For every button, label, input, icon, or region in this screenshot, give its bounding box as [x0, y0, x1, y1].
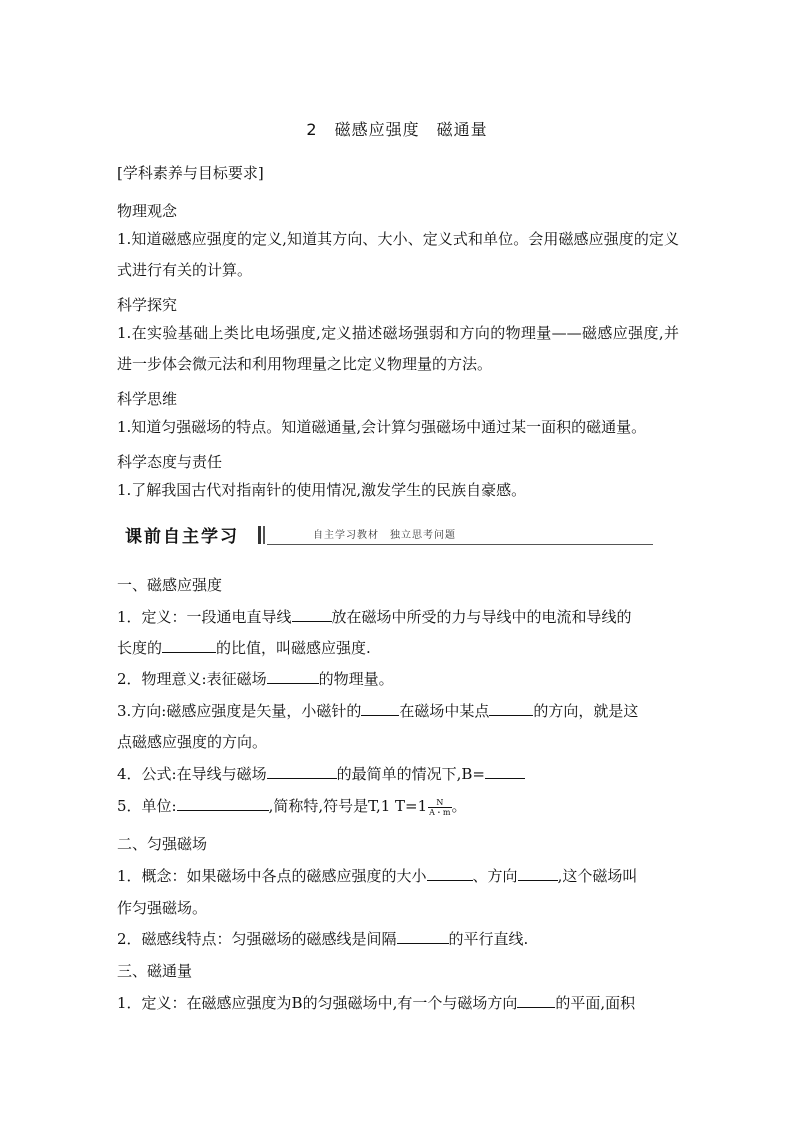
section1-formula: [117, 764, 525, 784]
banner-bar: [263, 526, 265, 544]
banner-rule: [267, 544, 653, 545]
text: 的平面,面积: [555, 994, 636, 1012]
text: 2．磁感线特点：匀强磁场的磁感线是间隔: [117, 930, 397, 948]
text: ,这个磁场叫: [557, 867, 638, 885]
fill-blank[interactable]: [267, 764, 337, 779]
fraction-denominator: A・m: [429, 807, 451, 817]
text: 1．概念：如果磁场中各点的磁感应强度的大小: [117, 867, 427, 885]
text: 、方向: [472, 867, 518, 885]
goals-physics-concept: 物理观念: [117, 202, 178, 220]
text: ,简称特,符号是T,1 T=1: [268, 797, 428, 815]
section1-definition-cont: [117, 638, 371, 658]
section1-definition: [117, 607, 632, 627]
text: 的物理量。: [318, 670, 394, 688]
section2-lines: [117, 929, 528, 949]
text: 的方向，就是这: [533, 702, 639, 720]
section1-direction: [117, 701, 638, 721]
text: 1．定义：一段通电直导线: [117, 608, 292, 626]
goals-header: [学科素养与目标要求]: [117, 164, 264, 182]
section1-meaning: [117, 669, 394, 689]
goals-physics-concept-item: 1.知道磁感应强度的定义,知道其方向、大小、定义式和单位。会用磁感应强度的定义式进行有关的计算。: [117, 230, 679, 279]
section2-concept-cont: 作匀强磁场。: [117, 899, 208, 917]
section2-concept: [117, 866, 637, 886]
text: 的比值，叫磁感应强度.: [216, 639, 371, 657]
fill-blank[interactable]: [162, 638, 216, 653]
section3-definition: [117, 993, 635, 1013]
page-title: 2 磁感应强度 磁通量: [306, 120, 488, 139]
text: 1．定义：在磁感应强度为B的匀强磁场中,有一个与磁场方向: [117, 994, 518, 1012]
goals-attitude-item: 1.了解我国古代对指南针的使用情况,激发学生的民族自豪感。: [117, 481, 527, 499]
goals-thinking-item: 1.知道匀强磁场的特点。知道磁通量,会计算匀强磁场中通过某一面积的磁通量。: [117, 418, 647, 436]
goals-inquiry: 科学探究: [117, 296, 178, 314]
banner-title: 课前自主学习: [125, 527, 239, 547]
text: 2．物理意义:表征磁场: [117, 670, 267, 688]
fill-blank[interactable]: [427, 866, 473, 881]
section1-heading: 一、磁感应强度: [117, 576, 223, 594]
goals-attitude: 科学态度与责任: [117, 453, 223, 471]
fill-blank[interactable]: [397, 929, 449, 944]
text: 长度的: [117, 639, 163, 657]
fill-blank[interactable]: [292, 607, 332, 622]
section1-unit: [117, 796, 467, 817]
text: 的最简单的情况下,B=: [336, 765, 485, 783]
section3-heading: 三、磁通量: [117, 962, 193, 980]
section2-heading: 二、匀强磁场: [117, 835, 208, 853]
text: 5．单位:: [117, 797, 177, 815]
text: 4．公式:在导线与磁场: [117, 765, 267, 783]
fill-blank[interactable]: [361, 701, 399, 716]
goals-inquiry-item: 1.在实验基础上类比电场强度,定义描述磁场强弱和方向的物理量——磁感应强度,并进一步体会微元法和利用物理量之比定义物理量的方法。: [117, 324, 679, 373]
fraction-numerator: N: [428, 798, 451, 808]
section-banner: [117, 524, 653, 546]
banner-bar: [258, 526, 261, 544]
goals-thinking: 科学思维: [117, 390, 178, 408]
fill-blank[interactable]: [489, 701, 533, 716]
fill-blank[interactable]: [485, 764, 525, 779]
fill-blank[interactable]: [267, 669, 319, 684]
text: 。: [451, 797, 467, 815]
fill-blank[interactable]: [518, 866, 558, 881]
fill-blank[interactable]: [517, 993, 555, 1008]
banner-subtitle: 自主学习教材 独立思考问题: [313, 530, 456, 541]
fill-blank[interactable]: [177, 796, 269, 811]
text: 放在磁场中所受的力与导线中的电流和导线的: [331, 608, 632, 626]
unit-fraction: [428, 798, 451, 817]
text: 在磁场中某点: [399, 702, 490, 720]
section1-direction-cont: 点磁感应强度的方向。: [117, 733, 268, 751]
text: 的平行直线.: [448, 930, 529, 948]
text: 3.方向:磁感应强度是矢量，小磁针的: [117, 702, 362, 720]
